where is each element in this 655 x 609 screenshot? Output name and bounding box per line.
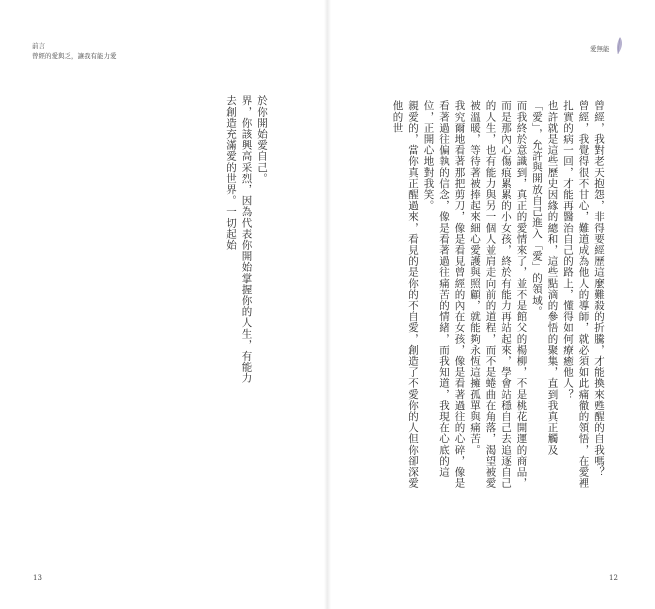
- paragraph: 曾經，我對老天抱怨，非得要經歷這麼難殺的折騰，才能換來甦醒的自我嗎？: [593, 100, 605, 478]
- right-page: [327, 0, 655, 609]
- section-label: 前言: [32, 42, 45, 50]
- paragraph: 曾經，我覺得很不甘心，難道成為他人的導師，就必須如此痛徹的領悟，在愛裡扎實的病一回，才能再醫治自己的路上，懂得如何療癒他人？: [562, 100, 590, 489]
- right-body-text: [389, 100, 606, 490]
- paragraph: 於你開始愛自己。: [256, 95, 268, 184]
- chapter-subtitle: 曾經的愛與乏，讓我有能力愛: [32, 52, 117, 60]
- paragraph: 親愛的，當你真正醒過來，看見的是你的不自愛，創造了不愛你的人但你卻深愛他的世: [391, 100, 419, 489]
- feather-ornament-icon: [614, 37, 624, 54]
- left-page: [0, 0, 327, 609]
- paragraph: 也許就是這些歷史因緣的總和，這些點滴的參悟的聚集，直到我真正觸及「愛」，允許與開放自己進入「愛」的領域。: [531, 100, 559, 456]
- paragraph: 我究爾地看著那把剪刀，像是看見曾經的內在女孩，像是看著過往的心碎，像是看著過往偏執的信念，像是看著過往痛苦的情緒，而我知道，我現在心底的這位，正開心地對我笑。: [422, 100, 466, 489]
- page-number-right: 12: [609, 574, 618, 582]
- left-running-header: [32, 41, 117, 61]
- paragraph: 界，你該興高采烈，因為代表你開始掌握你的人生，有能力去創造充滿愛的世界。一切起始: [225, 95, 253, 384]
- running-title: 愛無能: [590, 45, 610, 53]
- left-body-text: [223, 95, 270, 385]
- page-number-left: 13: [33, 574, 42, 582]
- paragraph: 而我終於意識到，真正的愛情來了，並不是館父的楊柳，不是桃花開運的商品，而是那內心傷痕累累的小女孩，終於有能力再站起來，學會站穩自己去追逐自己的人生，也有能力與另一個人並肩走向前的道程，而不是蜷曲在角落，渴望被愛被溫暖，等待著被捧起來細心愛護與照顧，就能夠永恆這擁孤單與痛苦。: [469, 100, 528, 489]
